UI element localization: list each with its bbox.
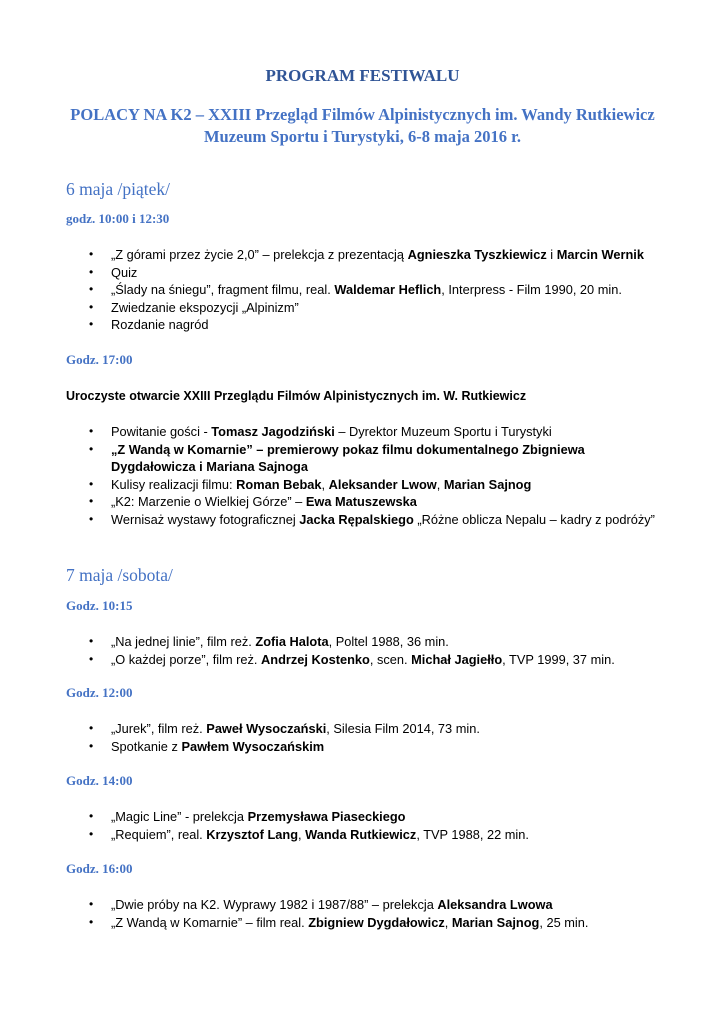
time-heading: Godz. 12:00 bbox=[66, 685, 133, 700]
list-item: • Wernisaż wystawy fotograficznej Jacka Rępalskiego „Różne oblicza Nepalu – kadry z podróży” bbox=[89, 511, 669, 529]
list-item: • „Requiem”, real. Krzysztof Lang, Wanda Rutkiewicz, TVP 1988, 22 min. bbox=[89, 826, 669, 844]
list-item: • „Magic Line” - prelekcja Przemysława Piaseckiego bbox=[89, 808, 669, 826]
program-list bbox=[89, 246, 669, 334]
time-heading: Godz. 17:00 bbox=[66, 352, 133, 367]
time-heading: Godz. 10:15 bbox=[66, 598, 133, 613]
list-item: • „Dwie próby na K2. Wyprawy 1982 i 1987/88” – prelekcja Aleksandra Lwowa bbox=[89, 896, 669, 914]
page-title: PROGRAM FESTIWALU bbox=[265, 66, 460, 85]
list-item: • Powitanie gości - Tomasz Jagodziński – Dyrektor Muzeum Sportu i Turystyki bbox=[89, 423, 669, 441]
subtitle-line-2: Muzeum Sportu i Turystyki, 6-8 maja 2016 r. bbox=[203, 127, 522, 146]
list-item: • „Z Wandą w Komarnie” – premierowy pokaz filmu dokumentalnego Zbigniewa Dygdałowicza i Mariana Sajnoga bbox=[89, 441, 669, 476]
subtitle-line-1: POLACY NA K2 – XXIII Przegląd Filmów Alpinistycznych im. Wandy Rutkiewicz bbox=[70, 105, 655, 124]
day-heading-saturday: 7 maja /sobota/ bbox=[66, 565, 173, 585]
list-item: • Quiz bbox=[89, 264, 669, 282]
list-item: • Zwiedzanie ekspozycji „Alpinizm” bbox=[89, 299, 669, 317]
list-item: • „O każdej porze”, film reż. Andrzej Kostenko, scen. Michał Jagiełło, TVP 1999, 37 min. bbox=[89, 651, 669, 669]
program-list bbox=[89, 896, 669, 931]
list-item: • „Z górami przez życie 2,0” – prelekcja z prezentacją Agnieszka Tyszkiewicz i Marcin Wernik bbox=[89, 246, 669, 264]
program-list bbox=[89, 423, 669, 529]
program-list bbox=[89, 633, 669, 668]
day-heading-friday: 6 maja /piątek/ bbox=[66, 179, 170, 199]
list-item: • „K2: Marzenie o Wielkiej Górze” – Ewa Matuszewska bbox=[89, 493, 669, 511]
list-item: • „Jurek”, film reż. Paweł Wysoczański, Silesia Film 2014, 73 min. bbox=[89, 720, 669, 738]
time-heading: Godz. 14:00 bbox=[66, 773, 133, 788]
section-heading: Uroczyste otwarcie XXIII Przeglądu Filmów Alpinistycznych im. W. Rutkiewicz bbox=[66, 389, 527, 403]
program-list bbox=[89, 720, 669, 755]
program-list bbox=[89, 808, 669, 843]
list-item: • Spotkanie z Pawłem Wysoczańskim bbox=[89, 738, 669, 756]
page-subtitle bbox=[0, 104, 725, 148]
list-item: • Rozdanie nagród bbox=[89, 316, 669, 334]
list-item: • Kulisy realizacji filmu: Roman Bebak, Aleksander Lwow, Marian Sajnog bbox=[89, 476, 669, 494]
time-heading: Godz. 16:00 bbox=[66, 861, 133, 876]
list-item: • „Na jednej linie”, film reż. Zofia Halota, Poltel 1988, 36 min. bbox=[89, 633, 669, 651]
time-heading: godz. 10:00 i 12:30 bbox=[66, 211, 170, 226]
list-item: • „Z Wandą w Komarnie” – film real. Zbigniew Dygdałowicz, Marian Sajnog, 25 min. bbox=[89, 914, 669, 932]
list-item: • „Ślady na śniegu”, fragment filmu, real. Waldemar Heflich, Interpress - Film 1990, 20 min. bbox=[89, 281, 669, 299]
